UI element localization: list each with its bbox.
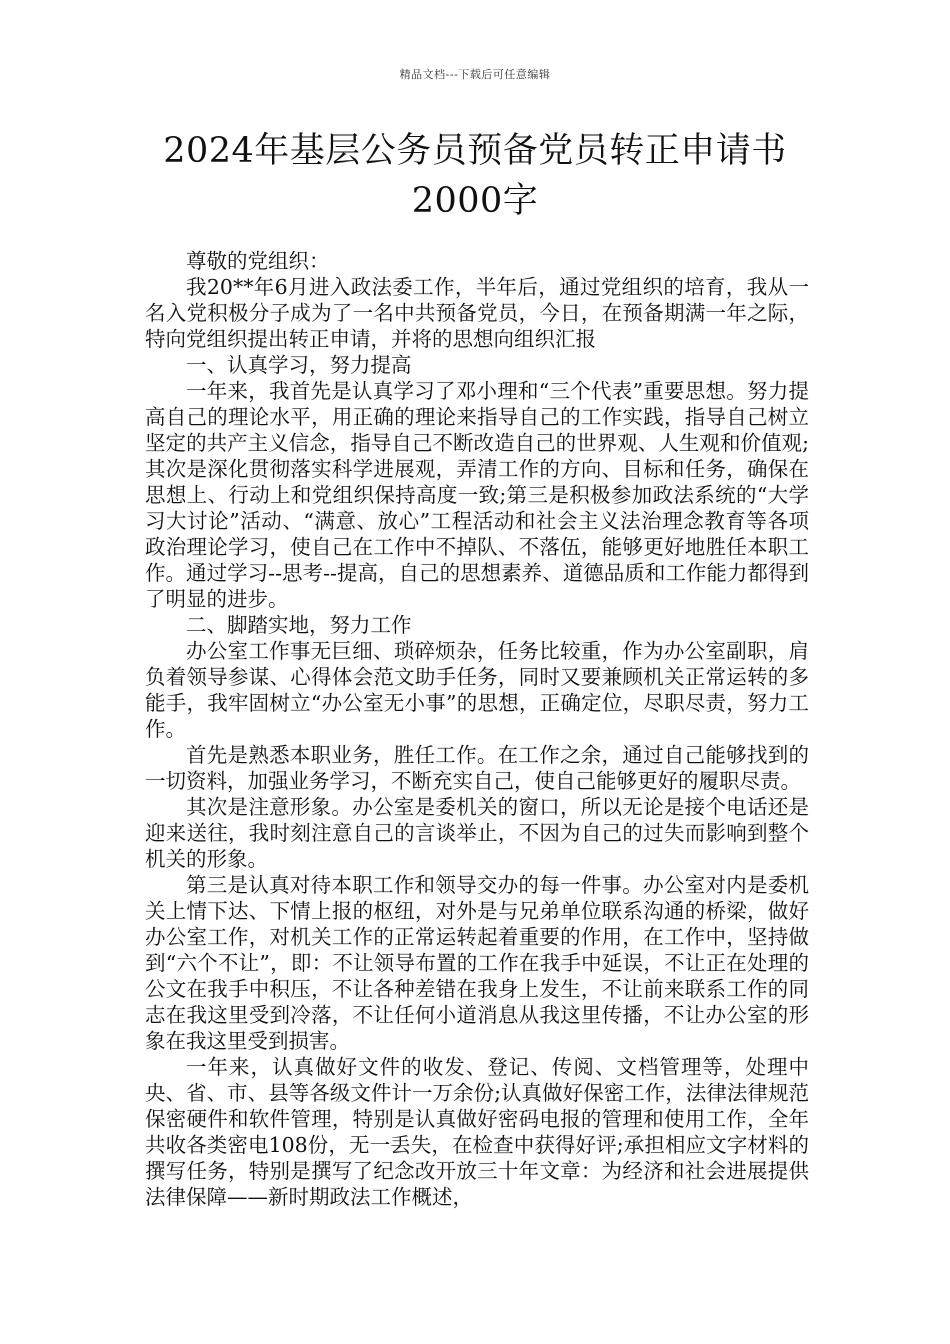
document-body — [145, 248, 809, 1210]
intro-paragraph: 我20**年6月进入政法委工作，半年后，通过党组织的培育，我从一名入党积极分子成为了一名中共预备党员，今日，在预备期满一年之际，特向党组织提出转正申请，并将的思想向组织汇报 — [145, 275, 809, 351]
header-note: 精品文档---下载后可任意编辑 — [399, 68, 551, 81]
section-heading-1: 一、认真学习，努力提高 — [186, 353, 412, 377]
body-paragraph: 第三是认真对待本职工作和领导交办的每一件事。办公室对内是委机关上情下达、下情上报的枢纽，对外是与兄弟单位联系沟通的桥梁，做好办公室工作，对机关工作的正常运转起着重要的作用，在工作中，坚持做到“六个不让”，即：不让领导布置的工作在我手中延误，不让正在处理的公文在我手中积压，不让各种差错在我身上发生，不让前来联系工作的同志在我这里受到冷落，不让任何小道消息从我这里传播，不让办公室的形象在我这里受到损害。 — [145, 873, 809, 1053]
page-title — [150, 126, 800, 226]
salutation: 尊敬的党组织： — [186, 249, 330, 273]
title-line-2: 2000字 — [411, 181, 539, 221]
body-paragraph: 其次是注意形象。办公室是委机关的窗口，所以无论是接个电话还是迎来送往，我时刻注意自己的言谈举止，不因为自己的过失而影响到整个机关的形象。 — [145, 795, 809, 871]
body-paragraph: 办公室工作事无巨细、琐碎烦杂，任务比较重，作为办公室副职，肩负着领导参谋、心得体会范文助手任务，同时又要兼顾机关正常运转的多能手，我牢固树立“办公室无小事”的思想，正确定位，尽职尽责，努力工作。 — [145, 639, 809, 741]
section-heading-2: 二、脚踏实地，努力工作 — [186, 613, 412, 637]
body-paragraph: 首先是熟悉本职业务，胜任工作。在工作之余，通过自己能够找到的一切资料，加强业务学习，不断充实自己，使自己能够更好的履职尽责。 — [145, 743, 809, 793]
body-paragraph: 一年来，认真做好文件的收发、登记、传阅、文档管理等，处理中央、省、市、县等各级文件计一万余份;认真做好保密工作，法律法律规范保密硬件和软件管理，特别是认真做好密码电报的管理和使用工作，全年共收各类密电108份，无一丢失，在检查中获得好评;承担相应文字材料的撰写任务，特别是撰写了纪念改开放三十年文章：为经济和社会进展提供法律保障——新时期政法工作概述， — [145, 1055, 809, 1209]
title-line-1: 2024年基层公务员预备党员转正申请书 — [163, 131, 787, 171]
body-paragraph: 一年来，我首先是认真学习了邓小理和“三个代表”重要思想。努力提高自己的理论水平，用正确的理论来指导自己的工作实践，指导自己树立坚定的共产主义信念，指导自己不断改造自己的世界观、人生观和价值观;其次是深化贯彻落实科学进展观，弄清工作的方向、目标和任务，确保在思想上、行动上和党组织保持高度一致;第三是积极参加政法系统的“大学习大讨论”活动、“满意、放心”工程活动和社会主义法治理念教育等各项政治理论学习，使自己在工作中不掉队、不落伍，能够更好地胜任本职工作。通过学习--思考--提高，自己的思想素养、道德品质和工作能力都得到了明显的进步。 — [145, 379, 809, 611]
